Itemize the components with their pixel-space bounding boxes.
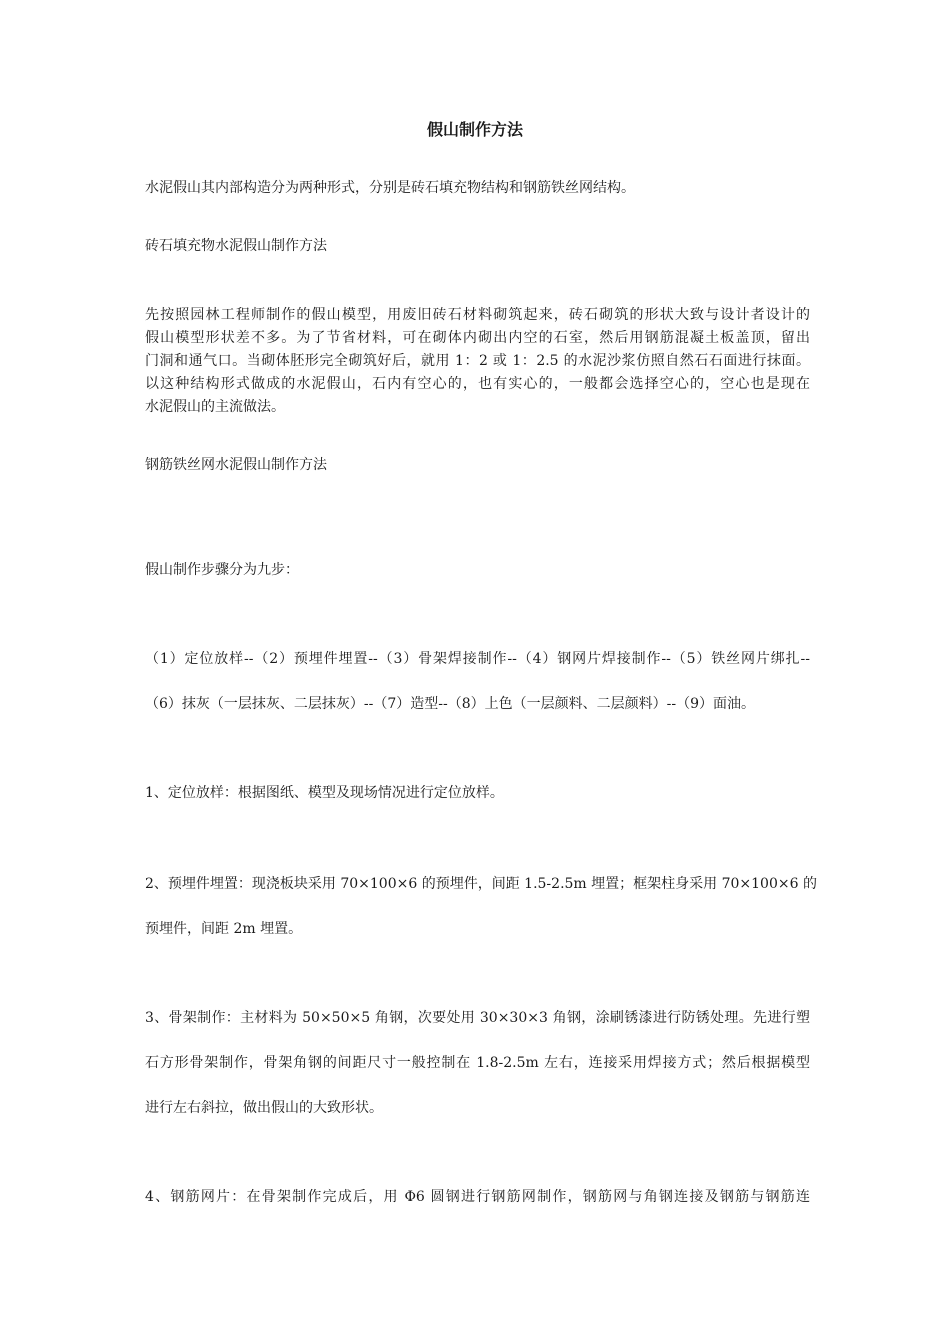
step1-paragraph: 1、定位放样：根据图纸、模型及现场情况进行定位放样。 <box>145 785 504 801</box>
section2-heading: 钢筋铁丝网水泥假山制作方法 <box>145 457 327 473</box>
section1-line: 水泥假山的主流做法。 <box>145 399 285 415</box>
step4-line: 4、钢筋网片：在骨架制作完成后，用 Φ6 圆钢进行钢筋网制作，钢筋网与角钢连接及钢筋与钢筋连 <box>145 1189 810 1205</box>
step3-line: 进行左右斜拉，做出假山的大致形状。 <box>145 1100 383 1116</box>
step2-line: 预埋件，间距 2m 埋置。 <box>145 921 303 937</box>
intro-paragraph: 水泥假山其内部构造分为两种形式，分别是砖石填充物结构和钢筋铁丝网结构。 <box>145 180 635 196</box>
steps-intro: 假山制作步骤分为九步： <box>145 562 299 578</box>
section1-line: 先按照园林工程师制作的假山模型，用废旧砖石材料砌筑起来，砖石砌筑的形状大致与设计者设计的 <box>145 307 810 323</box>
section1-line: 以这种结构形式做成的水泥假山，石内有空心的，也有实心的，一般都会选择空心的，空心也是现在 <box>145 376 810 392</box>
step2-line: 2、预埋件埋置：现浇板块采用 70×100×6 的预埋件，间距 1.5-2.5m 埋置；框架柱身采用 70×100×6 的 <box>145 876 817 892</box>
step3-line: 3、骨架制作：主材料为 50×50×5 角钢，次要处用 30×30×3 角钢，涂刷锈漆进行防锈处理。先进行塑 <box>145 1010 810 1026</box>
document-title: 假山制作方法 <box>426 120 523 139</box>
step3-line: 石方形骨架制作，骨架角钢的间距尺寸一般控制在 1.8-2.5m 左右，连接采用焊接方式；然后根据模型 <box>145 1055 810 1071</box>
section1-heading: 砖石填充物水泥假山制作方法 <box>145 238 327 254</box>
steps-line: （1）定位放样--（2）预埋件埋置--（3）骨架焊接制作--（4）钢网片焊接制作--（5）铁丝网片绑扎-- <box>145 651 810 667</box>
section1-line: 门洞和通气口。当砌体胚形完全砌筑好后，就用 1：2 或 1：2.5 的水泥沙浆仿照自然石石面进行抹面。 <box>145 353 810 369</box>
steps-line: （6）抹灰（一层抹灰、二层抹灰）--（7）造型--（8）上色（一层颜料、二层颜料）--（9）面油。 <box>145 696 756 712</box>
section1-line: 假山模型形状差不多。为了节省材料，可在砌体内砌出内空的石室，然后用钢筋混凝土板盖顶，留出 <box>145 330 810 346</box>
